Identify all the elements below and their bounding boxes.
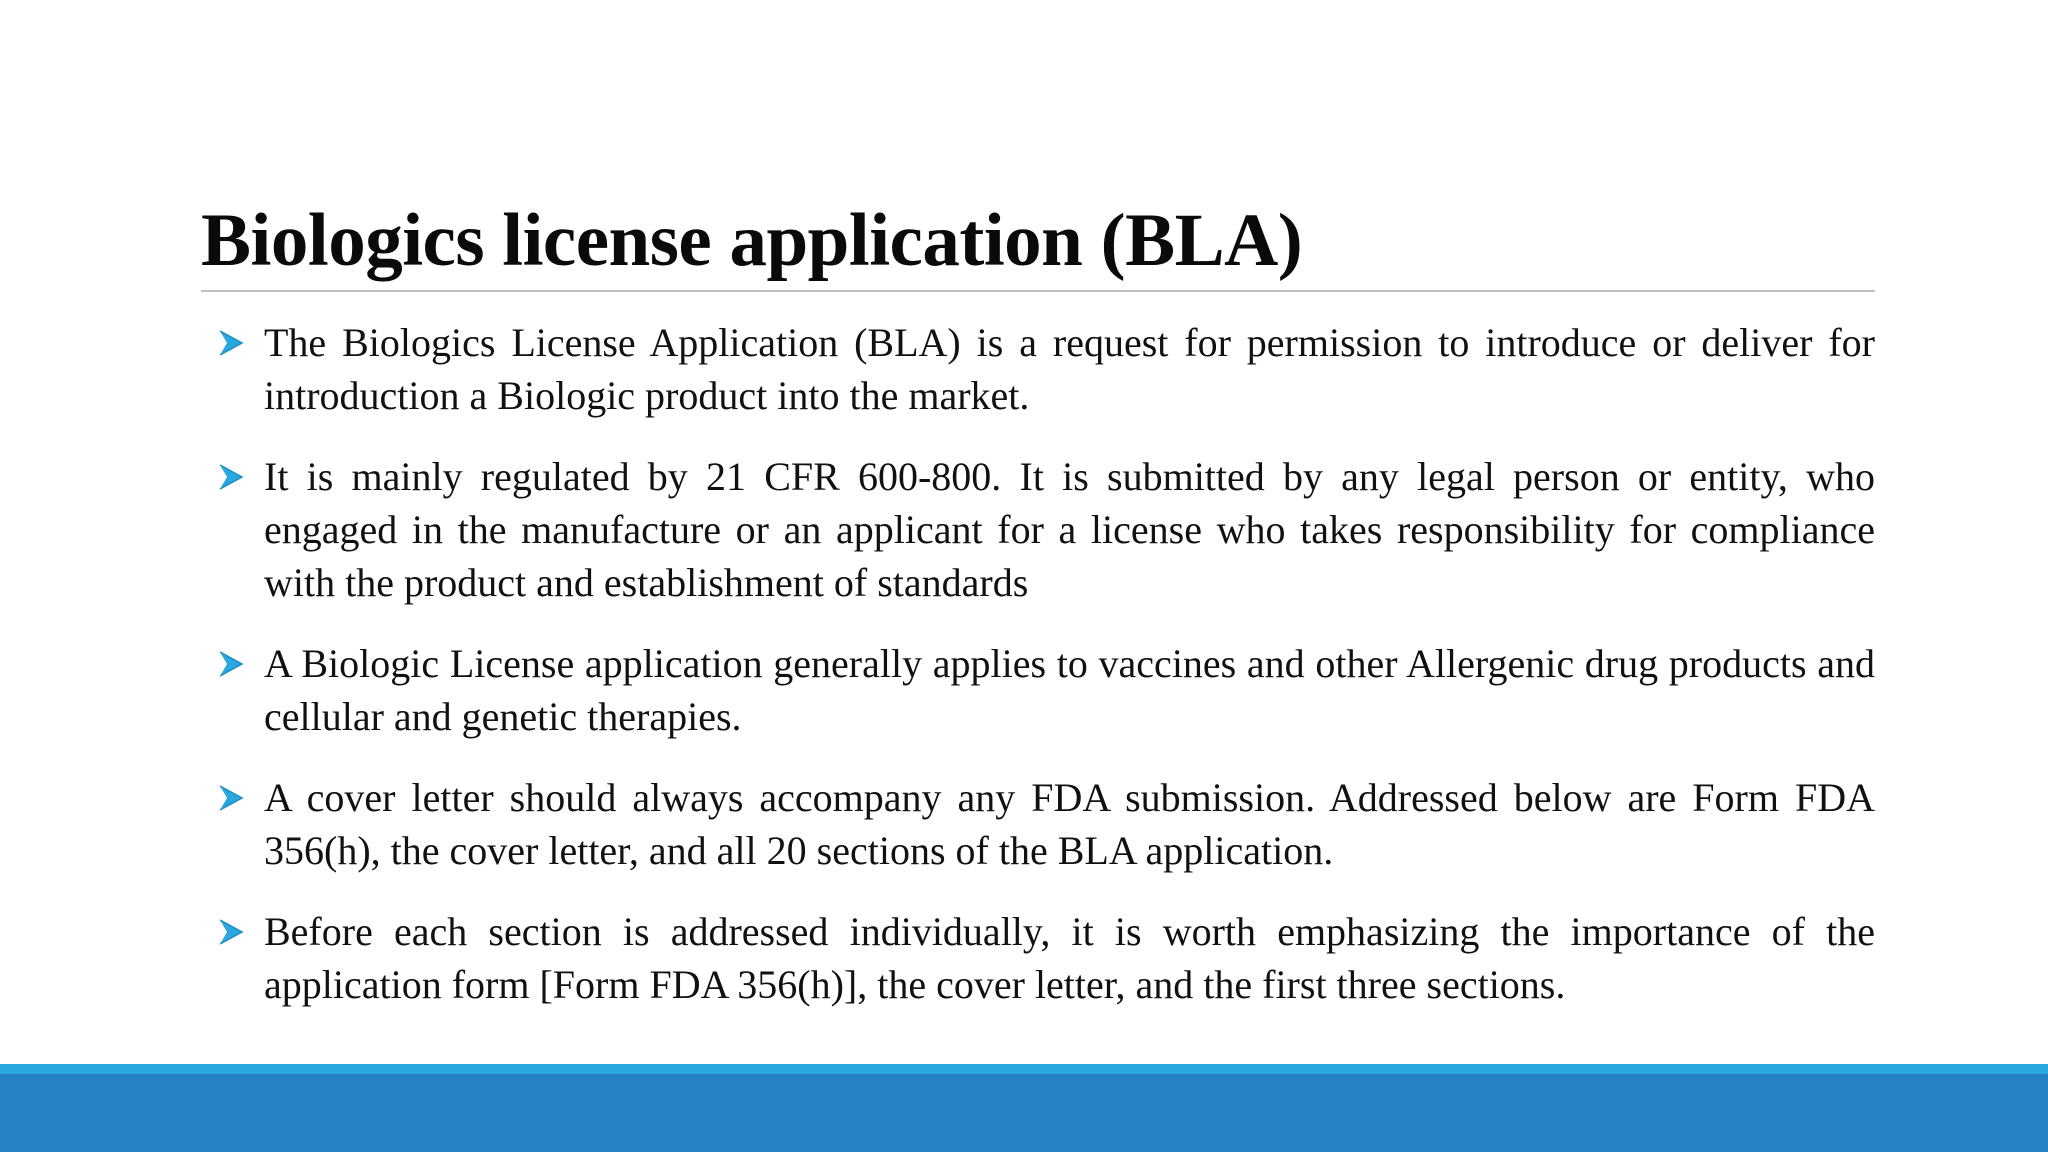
- bullet-text: Before each section is addressed individually, it is worth emphasizing the importance of the application form [Form FDA 356(h)], the cover letter, and the first three sections.: [264, 909, 1875, 1007]
- arrowhead-bullet-icon: [218, 450, 264, 503]
- footer-accent-stripe: [0, 1064, 2048, 1074]
- bullet-text: A cover letter should always accompany any FDA submission. Addressed below are Form FDA 356(h), the cover letter, and all 20 sections of the BLA application.: [264, 775, 1875, 873]
- title-divider: [201, 290, 1875, 292]
- slide-title: Biologics license application (BLA): [201, 199, 1303, 282]
- bullet-item: [218, 905, 1875, 1011]
- bullet-text: A Biologic License application generally applies to vaccines and other Allergenic drug products and cellular and genetic therapies.: [264, 641, 1875, 739]
- arrowhead-bullet-icon: [218, 316, 264, 369]
- arrowhead-bullet-icon: [218, 905, 264, 958]
- bullet-item: [218, 637, 1875, 743]
- bullet-item: [218, 771, 1875, 877]
- bullet-text: The Biologics License Application (BLA) is a request for permission to introduce or deliver for introduction a Biologic product into the market.: [264, 320, 1875, 418]
- bullet-list: [218, 316, 1875, 1039]
- footer-band: [0, 1074, 2048, 1152]
- bullet-item: [218, 316, 1875, 422]
- bullet-text: It is mainly regulated by 21 CFR 600-800. It is submitted by any legal person or entity, who engaged in the manufacture or an applicant for a license who takes responsibility for compliance with the product and establishment of standards: [264, 454, 1875, 605]
- bullet-item: [218, 450, 1875, 609]
- arrowhead-bullet-icon: [218, 637, 264, 690]
- arrowhead-bullet-icon: [218, 771, 264, 824]
